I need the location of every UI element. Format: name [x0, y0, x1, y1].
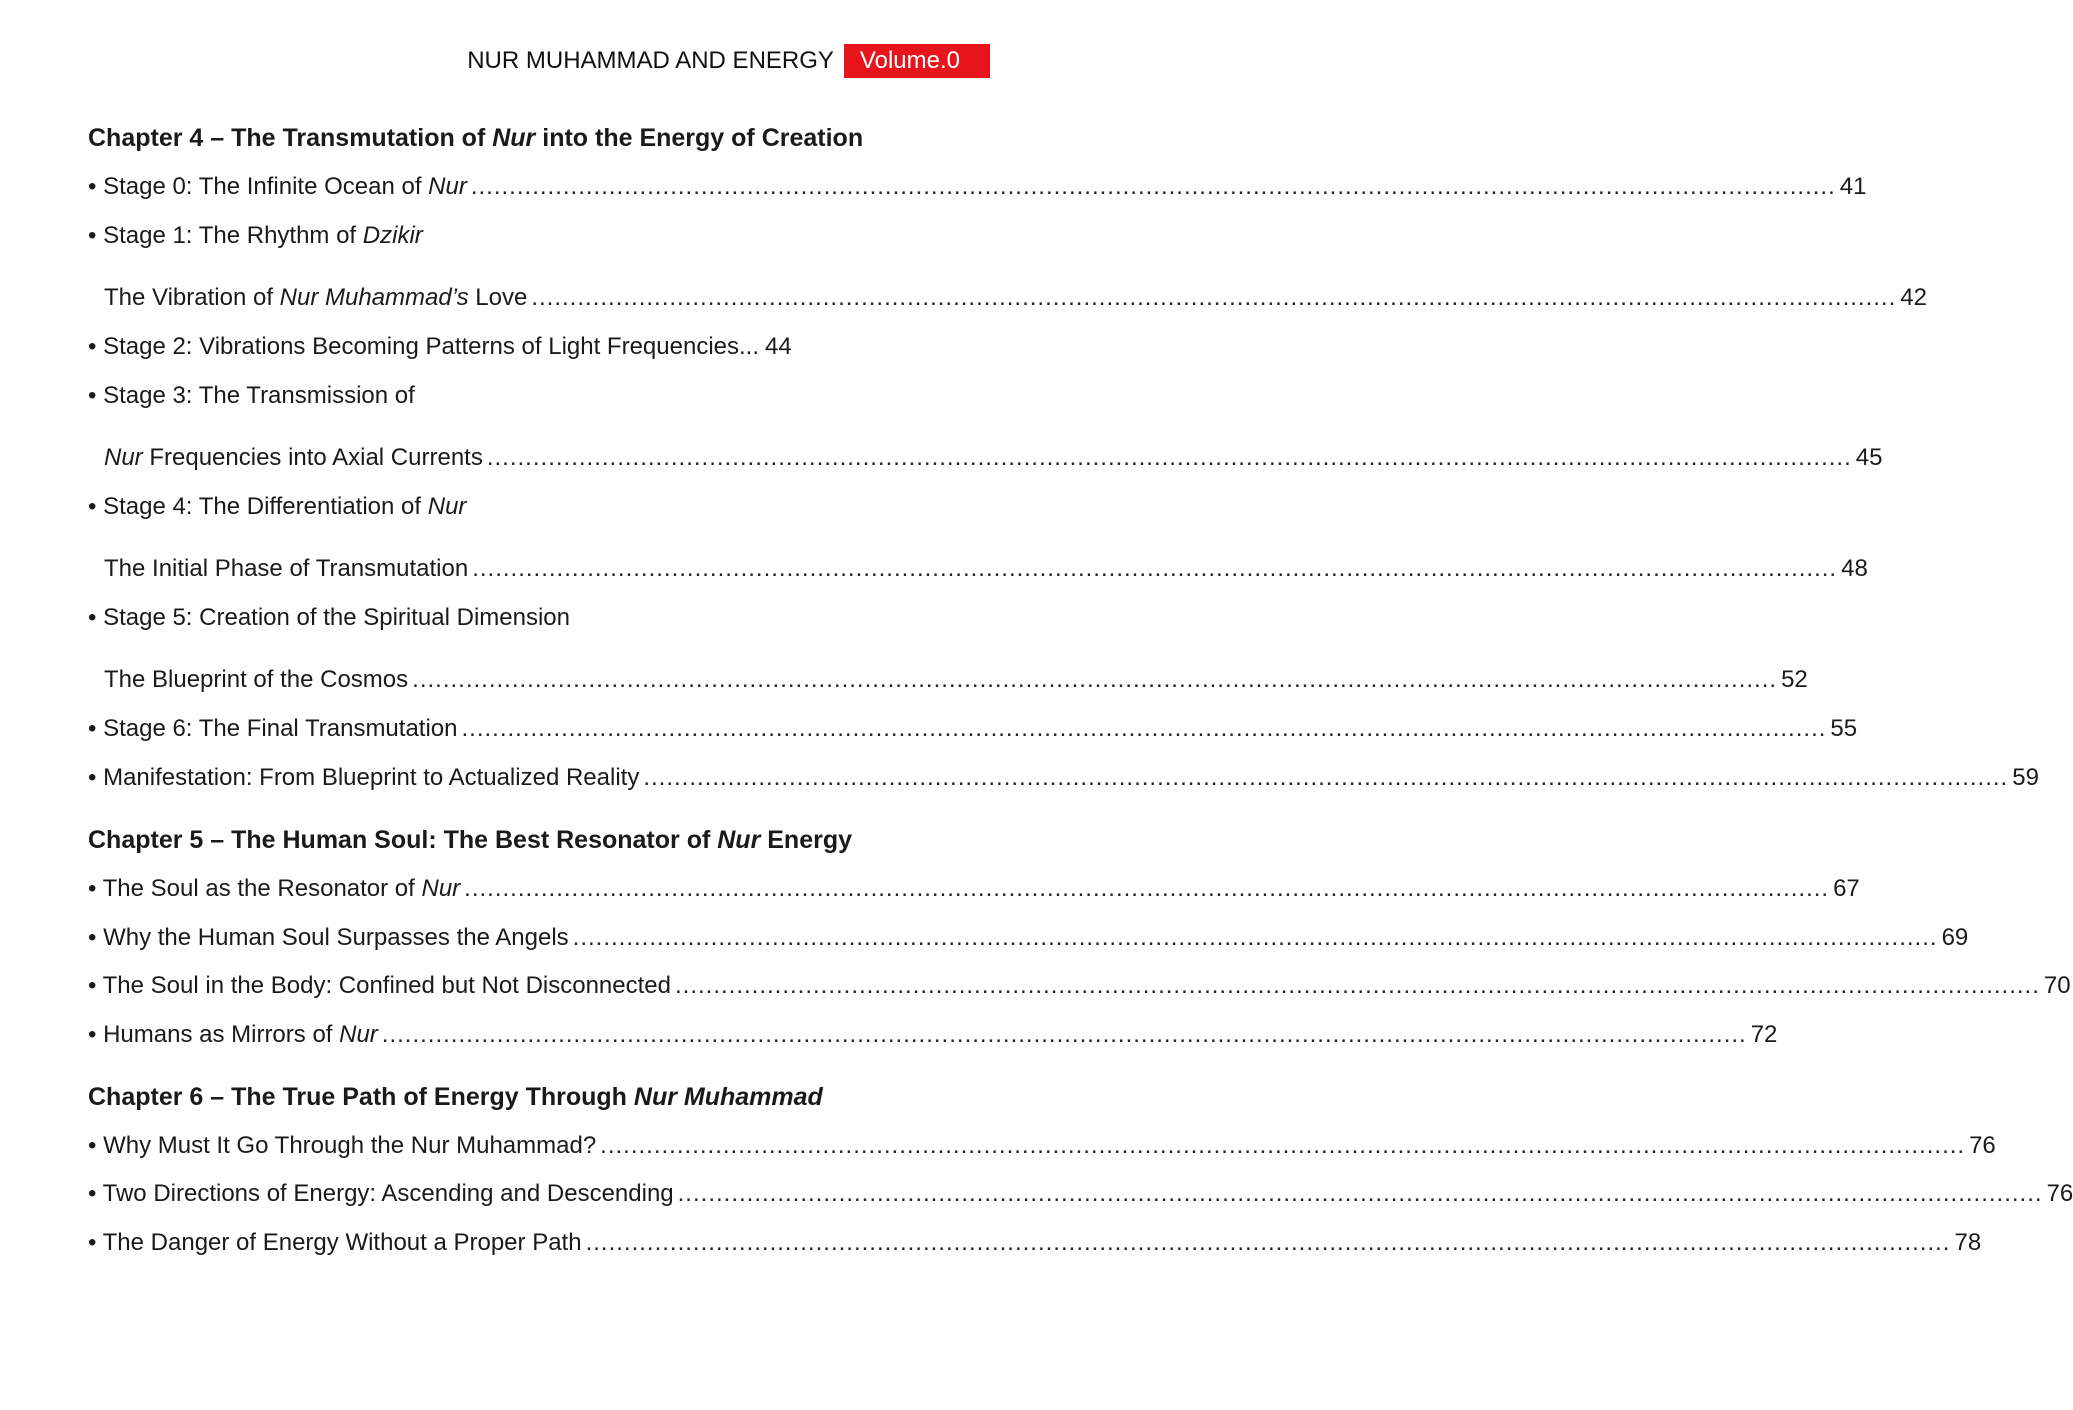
leader-dots: [464, 872, 1829, 906]
page-number: 70: [2043, 972, 2071, 999]
leader-dots: [531, 281, 1896, 315]
toc-entry-stage-3[interactable]: • Stage 3: The Transmission of: [88, 382, 415, 409]
toc-entry-stage-1[interactable]: • Stage 1: The Rhythm of Dzikir: [88, 222, 423, 249]
leader-dots: [487, 441, 1852, 475]
toc-entry-soul-in-body[interactable]: • The Soul in the Body: Confined but Not Disconnected ..... 70: [88, 969, 880, 1003]
toc-entry-stage-4[interactable]: • Stage 4: The Differentiation of Nur: [88, 493, 467, 520]
toc-entry-surpasses-angels[interactable]: • Why the Human Soul Surpasses the Angels ..... 69: [88, 921, 880, 955]
toc-entry-stage-5[interactable]: • Stage 5: Creation of the Spiritual Dimension: [88, 604, 570, 631]
page-number: 41: [1839, 173, 1867, 200]
running-header: [467, 44, 990, 78]
page-number: 78: [1954, 1229, 1982, 1256]
toc-entry-danger-of-energy[interactable]: • The Danger of Energy Without a Proper Path ..... 78: [88, 1226, 880, 1260]
volume-badge: Volume.0: [844, 44, 990, 78]
leader-dots: [675, 969, 2040, 1003]
page-number: 69: [1941, 924, 1969, 951]
page-number: 59: [2012, 764, 2039, 791]
leader-dots: [462, 712, 1827, 746]
page-number: 76: [1969, 1132, 1996, 1159]
leader-dots: [573, 921, 1938, 955]
toc-entry-why-nur-muhammad[interactable]: • Why Must It Go Through the Nur Muhammad? ..... 76: [88, 1129, 880, 1163]
page-number: 44: [765, 333, 792, 360]
page-number: 67: [1833, 875, 1860, 902]
leader-dots: [600, 1129, 1965, 1163]
book-title: NUR MUHAMMAD AND ENERGY: [467, 47, 834, 74]
toc-entry-soul-resonator[interactable]: • The Soul as the Resonator of Nur ..... 67: [88, 872, 880, 906]
toc-entry-stage-1-sub[interactable]: The Vibration of Nur Muhammad’s Love ..... 42: [104, 281, 880, 315]
toc-entry-stage-0[interactable]: • Stage 0: The Infinite Ocean of Nur ..... 41: [88, 170, 880, 204]
leader-dots: [382, 1018, 1747, 1052]
leader-dots: [471, 170, 1836, 204]
page-number: 72: [1750, 1021, 1778, 1048]
toc-entry-manifestation[interactable]: • Manifestation: From Blueprint to Actualized Reality ..... 59: [88, 761, 880, 795]
toc-entry-stage-2[interactable]: • Stage 2: Vibrations Becoming Patterns of Light Frequencies... 44: [88, 330, 880, 364]
page-number: 55: [1830, 715, 1858, 742]
leader-dots: [678, 1177, 2043, 1211]
chapter-6-heading: Chapter 6 – The True Path of Energy Through Nur Muhammad: [88, 1083, 823, 1111]
toc-entry-stage-6[interactable]: • Stage 6: The Final Transmutation ..... 55: [88, 712, 880, 746]
toc-entry-mirrors-of-nur[interactable]: • Humans as Mirrors of Nur ..... 72: [88, 1018, 880, 1052]
leader-dots: [472, 552, 1837, 586]
toc-entry-stage-5-sub[interactable]: The Blueprint of the Cosmos ..... 52: [104, 663, 880, 697]
leader-dots: [643, 761, 2008, 795]
page-number: 76: [2046, 1180, 2073, 1207]
toc-entry-stage-4-sub[interactable]: The Initial Phase of Transmutation ..... 48: [104, 552, 880, 586]
page-number: 42: [1900, 284, 1927, 311]
chapter-5-heading: Chapter 5 – The Human Soul: The Best Resonator of Nur Energy: [88, 826, 853, 854]
chapter-4-heading: Chapter 4 – The Transmutation of Nur into the Energy of Creation: [88, 124, 864, 152]
leader-dots: [586, 1226, 1951, 1260]
page-number: 48: [1841, 555, 1868, 582]
page-number: 52: [1781, 666, 1808, 693]
leader-dots: [412, 663, 1777, 697]
toc-entry-stage-3-sub[interactable]: Nur Frequencies into Axial Currents ..... 45: [104, 441, 880, 475]
toc-entry-two-directions[interactable]: • Two Directions of Energy: Ascending and Descending ..... 76: [88, 1177, 880, 1211]
page-number: 45: [1855, 444, 1883, 471]
